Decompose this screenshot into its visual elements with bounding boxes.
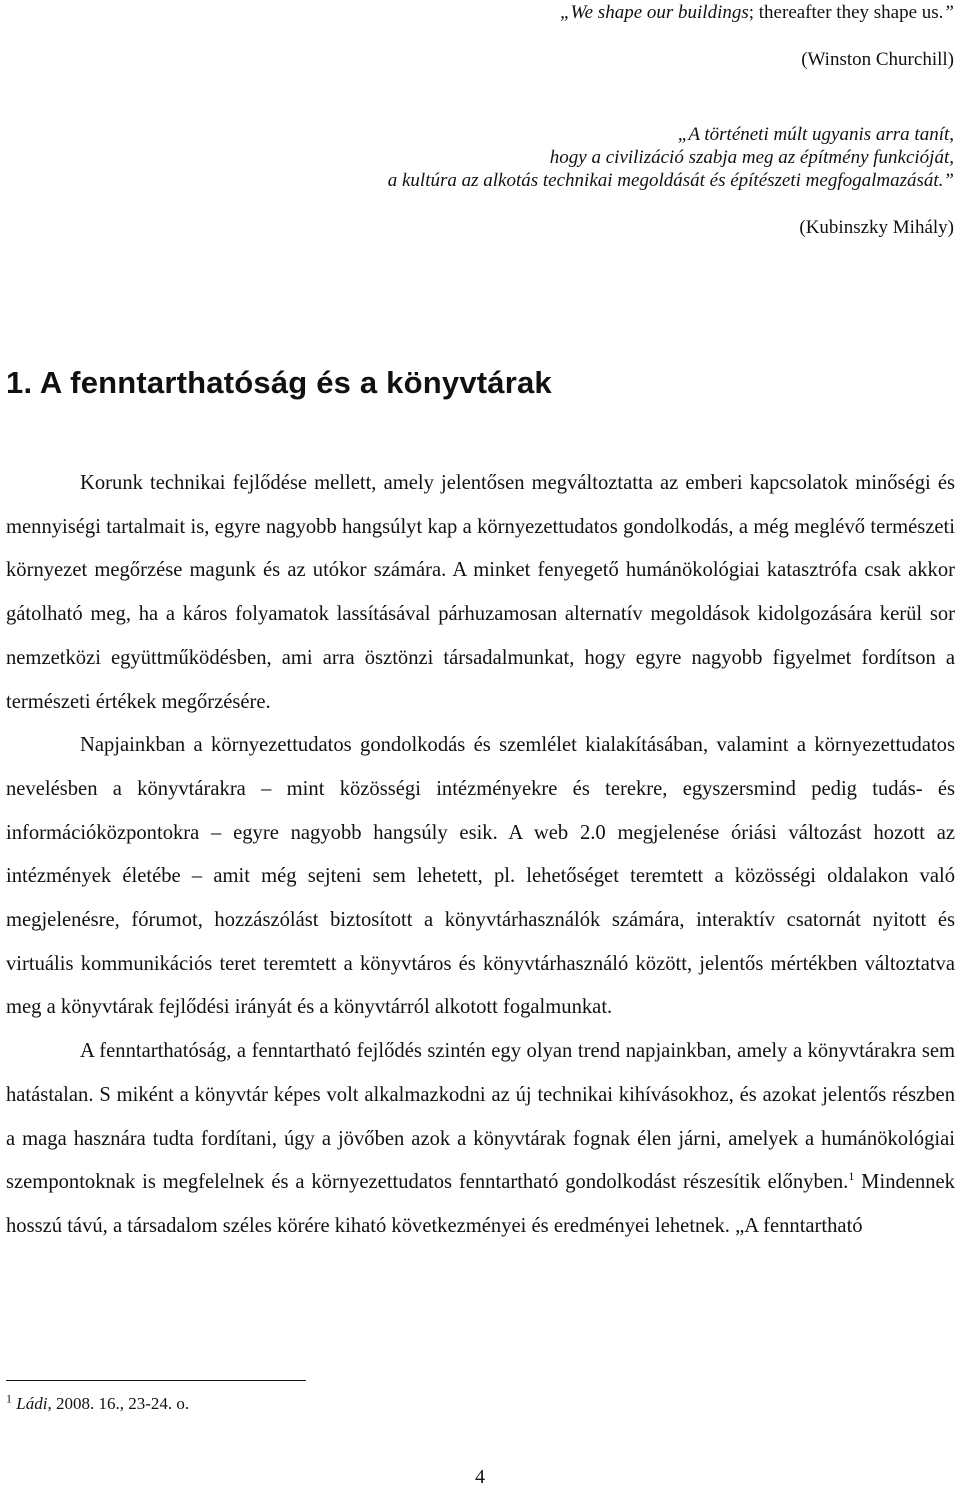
footnote-number: 1 <box>6 1391 12 1406</box>
body-text <box>6 462 955 1249</box>
footnote-separator <box>6 1380 306 1381</box>
epigraph-line: „A történeti múlt ugyanis arra tanít, <box>677 124 954 145</box>
footnote <box>6 1391 190 1414</box>
page-number: 4 <box>475 1466 485 1488</box>
body-paragraph <box>6 1030 955 1249</box>
epigraph-line: hogy a civilizáció szabja meg az építmény funkcióját, <box>549 147 954 168</box>
epigraph-quote-text: We shape our buildings <box>570 2 749 23</box>
paragraph-text: A fenntarthatóság, a fenntartható fejlődés szintén egy olyan trend napjainkban, amely a könyvtárakra sem hatástalan. S miként a könyvtár képes volt alkalmazkodni az új technikai kihívásokhoz, és azokat jelentős részben a maga hasznára tudta fordítani, úgy a jövőben azok a könyvtárak fognak élen járni, amelyek a humánökológiai szempontoknak is megfelelnek és a környezettudatos fenntartható gondolkodást részesítik előnyben. <box>6 1040 955 1194</box>
epigraph-attribution-churchill: (Winston Churchill) <box>801 49 954 70</box>
epigraph-line: a kultúra az alkotás technikai megoldását és építészeti megfogalmazását.” <box>387 170 954 191</box>
body-paragraph: Napjainkban a környezettudatos gondolkodás és szemlélet kialakításában, valamint a környezettudatos nevelésben a könyvtárakra ‒ mint közösségi intézményekre és terekre, egyszersmind pedig tudás- és információközpontokra ‒ egyre nagyobb hangsúly esik. A web 2.0 megjelenése óriási változást hozott az intézmények életébe ‒ amit még sejteni sem lehetett, pl. lehetőséget teremtett a közösségi oldalakon való megjelenésre, fórumot, hozzászólást biztosított a könyvtárhasználók számára, interaktív csatornát nyitott és virtuális kommunikációs teret teremtett a könyvtáros és könyvtárhasználó között, jelentős mértékben változtatva meg a könyvtárak fejlődési irányát és a könyvtárról alkotott fogalmunkat. <box>6 734 955 1019</box>
body-paragraph: Korunk technikai fejlődése mellett, amely jelentősen megváltoztatta az emberi kapcsolatok minőségi és mennyiségi tartalmait is, egyre nagyobb hangsúlyt kap a környezettudatos gondolkodás, a még meglévő természeti környezet megőrzése magunk és az utókor számára. A minket fenyegető humánökológiai katasztrófa csak akkor gátolható meg, ha a káros folyamatok lassításával párhuzamosan alternatív megoldások kidolgozására kerül sor nemzetközi együttműködésben, ami arra ösztönzi társadalmunkat, hogy egyre nagyobb figyelmet fordítson a természeti értékek megőrzésére. <box>6 472 955 713</box>
footnote-details: , 2008. 16., 23-24. o. <box>47 1394 190 1413</box>
footnote-reference[interactable]: 1 <box>848 1169 855 1184</box>
footnote-source: Ládi <box>16 1394 48 1413</box>
epigraph-kubinszky-quote <box>388 123 954 192</box>
quote-open-mark: „ <box>559 2 571 23</box>
quote-close-mark: ” <box>943 2 954 23</box>
epigraph-quote-rest: ; thereafter they shape us. <box>748 2 944 23</box>
epigraph-churchill-quote <box>560 1 954 24</box>
paragraph-text-continued: Mindennek hosszú távú, a társadalom széles körére kiható következményei és eredményei lehetnek. „A fenntartható <box>6 1171 955 1237</box>
epigraph-attribution-kubinszky: (Kubinszky Mihály) <box>799 217 954 238</box>
chapter-heading: 1. A fenntarthatóság és a könyvtárak <box>6 365 552 400</box>
